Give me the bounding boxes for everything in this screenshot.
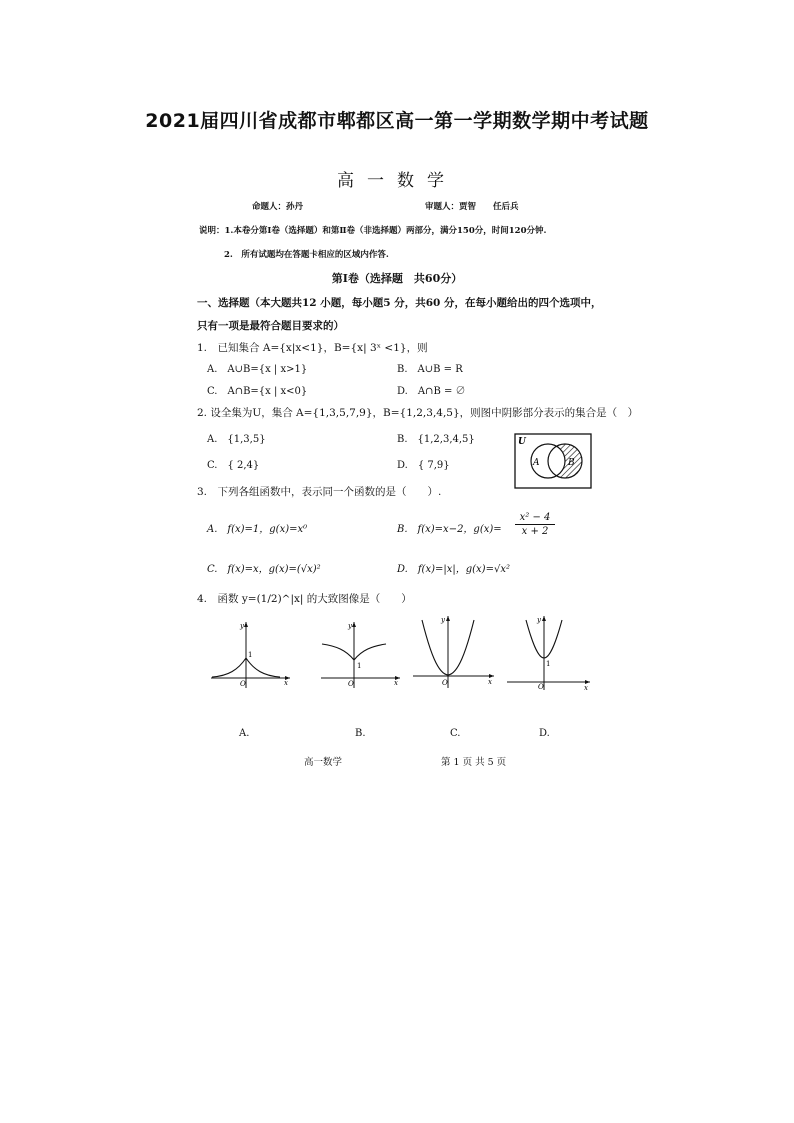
graph-a-origin: O bbox=[240, 680, 246, 688]
q1-option-b: B. A∪B = R bbox=[397, 364, 463, 375]
q2-stem: 2. 设全集为U，集合 A={1,3,5,7,9}，B={1,2,3,4,5}，则图中阴影部分表示的集合是（ ） bbox=[197, 407, 639, 419]
graph-a-one-label: 1 bbox=[248, 651, 253, 659]
q3-stem: 3. 下列各组函数中，表示同一个函数的是（ ）. bbox=[197, 486, 442, 498]
graph-d bbox=[504, 612, 594, 690]
graph-b-origin: O bbox=[348, 680, 354, 688]
graph-d-one-label: 1 bbox=[546, 660, 551, 668]
q2-option-c: C. { 2,4} bbox=[207, 460, 260, 471]
venn-label-b: B bbox=[568, 458, 575, 468]
graph-b bbox=[318, 618, 406, 690]
footer-subject: 高一数学 bbox=[304, 757, 343, 768]
graph-a-x-label: x bbox=[284, 679, 288, 687]
venn-diagram bbox=[514, 433, 592, 489]
graph-b-one-label: 1 bbox=[357, 662, 362, 670]
graph-b-label: B. bbox=[355, 728, 366, 739]
graph-a-label: A. bbox=[239, 728, 250, 739]
part-one-line2: 只有一项是最符合题目要求的） bbox=[197, 320, 344, 332]
q3-b-fraction bbox=[515, 512, 555, 537]
graph-d-label: D. bbox=[539, 728, 550, 739]
footer-page-number: 第 1 页 共 5 页 bbox=[441, 757, 507, 768]
document-title: 2021届四川省成都市郫都区高一第一学期数学期中考试题 bbox=[145, 110, 649, 132]
q3-option-a: A. f(x)=1，g(x)=x⁰ bbox=[207, 524, 308, 535]
graph-a bbox=[208, 618, 296, 690]
reviewer: 审题人：贾智 任后兵 bbox=[425, 202, 519, 212]
q3-option-b: B. f(x)=x−2，g(x)= bbox=[397, 524, 502, 535]
q4-stem: 4. 函数 y=(1/2)^|x| 的大致图像是（ ） bbox=[197, 593, 412, 605]
graph-b-y-label: y bbox=[348, 622, 352, 630]
section-heading: 第Ⅰ卷（选择题 共60分） bbox=[331, 272, 463, 285]
q3-option-c: C. f(x)=x，g(x)=(√x)² bbox=[207, 564, 321, 575]
graph-d-origin: O bbox=[538, 683, 544, 690]
graph-c-y-label: y bbox=[441, 616, 445, 624]
venn-label-a: A bbox=[533, 458, 540, 468]
graph-c-x-label: x bbox=[488, 678, 492, 686]
q3-b-numerator: x² − 4 bbox=[515, 512, 555, 525]
q1-stem: 1. 已知集合 A={x|x<1}，B={x| 3ˣ <1}，则 bbox=[197, 342, 428, 354]
q1-option-c: C. A∩B={x | x<0} bbox=[207, 386, 308, 397]
q3-option-d: D. f(x)=|x|，g(x)=√x² bbox=[397, 564, 510, 575]
graph-d-x-label: x bbox=[584, 684, 588, 690]
venn-label-u: U bbox=[518, 437, 526, 447]
part-one-line1: 一、选择题（本大题共12 小题，每小题5 分，共60 分，在每小题给出的四个选项中， bbox=[197, 297, 602, 309]
q2-option-b: B. {1,2,3,4,5} bbox=[397, 434, 475, 445]
q3-b-denominator: x + 2 bbox=[521, 526, 549, 537]
graph-c bbox=[410, 612, 500, 690]
graph-c-origin: O bbox=[442, 679, 448, 687]
graph-a-y-label: y bbox=[240, 622, 244, 630]
proposer: 命题人：孙丹 bbox=[252, 202, 304, 212]
graph-b-x-label: x bbox=[394, 679, 398, 687]
graph-c-label: C. bbox=[450, 728, 461, 739]
q2-option-a: A. {1,3,5} bbox=[207, 434, 266, 445]
q2-option-d: D. { 7,9} bbox=[397, 460, 450, 471]
q1-option-d: D. A∩B = ∅ bbox=[397, 386, 466, 397]
note-1: 说明：1.本卷分第Ⅰ卷（选择题）和第Ⅱ卷（非选择题）两部分，满分150分，时间120分钟. bbox=[199, 226, 547, 236]
subject-title: 高一数学 bbox=[337, 171, 457, 191]
graph-d-y-label: y bbox=[537, 616, 541, 624]
note-2: 2. 所有试题均在答题卡相应的区域内作答. bbox=[224, 250, 389, 260]
q1-option-a: A. A∪B={x | x>1} bbox=[207, 364, 308, 375]
